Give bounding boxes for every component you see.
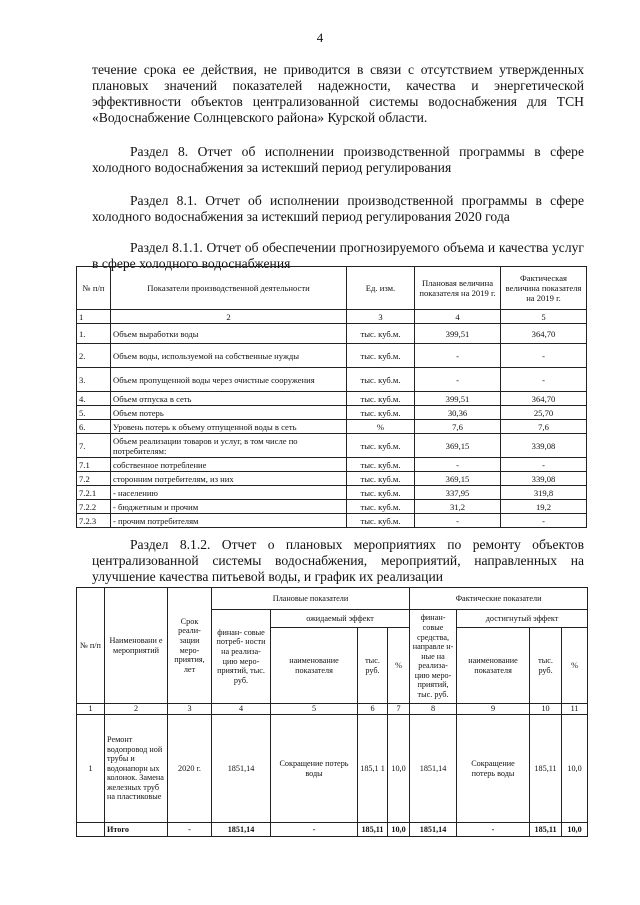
row-number: 7. xyxy=(77,434,111,458)
fact-value: 339,08 xyxy=(501,472,587,486)
row-number: 7.2.3 xyxy=(77,514,111,528)
unit: тыс. куб.м. xyxy=(347,368,415,392)
header-cell: тыс. руб. xyxy=(530,628,562,704)
row-number: 1 xyxy=(77,715,105,823)
unit: тыс. куб.м. xyxy=(347,434,415,458)
row-number: 2. xyxy=(77,344,111,368)
fact-effect-name: Сокращение потерь воды xyxy=(457,715,530,823)
unit: тыс. куб.м. xyxy=(347,486,415,500)
indicator-name: Объем реализации товаров и услуг, в том числе по потребителям: xyxy=(111,434,347,458)
row-number: 7.2.1 xyxy=(77,486,111,500)
fact-value: 25,70 xyxy=(501,406,587,420)
table-row xyxy=(77,458,587,472)
fact-value: 7,6 xyxy=(501,420,587,434)
table-row xyxy=(77,500,587,514)
total-fact-finance: 1851,14 xyxy=(410,823,457,837)
table-row xyxy=(77,715,588,823)
header-cell: достигнутый эффект xyxy=(457,610,588,628)
total-row xyxy=(77,823,588,837)
indicator-name: Объем отпуска в сеть xyxy=(111,392,347,406)
header-cell: № п/п xyxy=(77,267,111,310)
header-cell: тыс. руб. xyxy=(358,628,388,704)
header-cell: Срок реали- зации меро- приятия, лет xyxy=(168,588,212,704)
header-cell: Наименовани е мероприятий xyxy=(105,588,168,704)
unit: тыс. куб.м. xyxy=(347,344,415,368)
total-plan-effect-percent: 10,0 xyxy=(388,823,410,837)
table-header-row xyxy=(77,267,587,310)
column-number: 5 xyxy=(501,310,587,324)
indicator-name: сторонним потребителям, из них xyxy=(111,472,347,486)
table-header-row xyxy=(77,588,588,610)
header-cell: Фактические показатели xyxy=(410,588,588,610)
header-cell: наименование показателя xyxy=(457,628,530,704)
table-row xyxy=(77,392,587,406)
column-number: 4 xyxy=(212,704,271,715)
plan-value: 399,51 xyxy=(415,392,501,406)
plan-value: - xyxy=(415,514,501,528)
indicator-name: Объем потерь xyxy=(111,406,347,420)
intro-paragraph: течение срока ее действия, не приводится в связи с отсутствием утвержденных плановых значений показателей надежности, качества и энергетической эффективности объектов централизованной системы водоснабжения для ТСН «Водоснабжение Солнцевского района» Курской области. xyxy=(92,62,584,125)
total-fact-effect-percent: 10,0 xyxy=(562,823,588,837)
table-row xyxy=(77,406,587,420)
column-number: 10 xyxy=(530,704,562,715)
column-number-row xyxy=(77,704,588,715)
header-cell: финан- совые потреб- ности на реализа- цию меро- приятий, тыс. руб. xyxy=(212,610,271,704)
indicator-name: Объем выработки воды xyxy=(111,324,347,344)
plan-value: - xyxy=(415,368,501,392)
fact-finance: 1851,14 xyxy=(410,715,457,823)
plan-effect-percent: 10,0 xyxy=(388,715,410,823)
row-number: 1. xyxy=(77,324,111,344)
header-cell: Плановые показатели xyxy=(212,588,410,610)
table-row xyxy=(77,434,587,458)
fact-effect-percent: 10,0 xyxy=(562,715,588,823)
header-cell: № п/п xyxy=(77,588,105,704)
fact-value: - xyxy=(501,368,587,392)
column-number-row xyxy=(77,310,587,324)
header-cell: % xyxy=(388,628,410,704)
unit: тыс. куб.м. xyxy=(347,406,415,420)
total-fact-effect-rub: 185,11 xyxy=(530,823,562,837)
repair-measures-table xyxy=(76,587,588,837)
fact-value: 19,2 xyxy=(501,500,587,514)
fact-value: 364,70 xyxy=(501,392,587,406)
plan-effect-rub: 185,1 1 xyxy=(358,715,388,823)
total-row-number xyxy=(77,823,105,837)
indicator-name: Объем воды, используемой на собственные нужды xyxy=(111,344,347,368)
row-number: 6. xyxy=(77,420,111,434)
header-cell: Ед. изм. xyxy=(347,267,415,310)
fact-value: - xyxy=(501,514,587,528)
unit: тыс. куб.м. xyxy=(347,324,415,344)
header-cell: % xyxy=(562,628,588,704)
plan-value: 369,15 xyxy=(415,472,501,486)
unit: тыс. куб.м. xyxy=(347,472,415,486)
table-row xyxy=(77,368,587,392)
unit: тыс. куб.м. xyxy=(347,458,415,472)
plan-effect-name: Сокращение потерь воды xyxy=(271,715,358,823)
plan-value: 7,6 xyxy=(415,420,501,434)
indicator-name: - бюджетным и прочим xyxy=(111,500,347,514)
plan-value: 31,2 xyxy=(415,500,501,514)
total-fact-effect-name: - xyxy=(457,823,530,837)
unit: тыс. куб.м. xyxy=(347,392,415,406)
header-cell: Показатели производственной деятельности xyxy=(111,267,347,310)
indicator-name: собственное потребление xyxy=(111,458,347,472)
unit: % xyxy=(347,420,415,434)
table-row xyxy=(77,420,587,434)
total-term: - xyxy=(168,823,212,837)
unit: тыс. куб.м. xyxy=(347,500,415,514)
table-row xyxy=(77,344,587,368)
column-number: 1 xyxy=(77,704,105,715)
total-plan-finance: 1851,14 xyxy=(212,823,271,837)
column-number: 4 xyxy=(415,310,501,324)
column-number: 7 xyxy=(388,704,410,715)
column-number: 2 xyxy=(111,310,347,324)
plan-value: 369,15 xyxy=(415,434,501,458)
column-number: 9 xyxy=(457,704,530,715)
total-plan-effect-rub: 185,11 xyxy=(358,823,388,837)
section-8-1-2-heading: Раздел 8.1.2. Отчет о плановых мероприятиях по ремонту объектов централизованной системы водоснабжения, мероприятий, направленных на улучшение качества питьевой воды, и график их реализации xyxy=(92,537,584,584)
row-number: 3. xyxy=(77,368,111,392)
fact-value: 339,08 xyxy=(501,434,587,458)
section-8-1-1-heading: Раздел 8.1.1. Отчет об обеспечении прогнозируемого объема и качества услуг в сфере холодного водоснабжения xyxy=(92,240,584,271)
row-number: 5. xyxy=(77,406,111,420)
plan-value: - xyxy=(415,344,501,368)
unit: тыс. куб.м. xyxy=(347,514,415,528)
section-8-1-heading: Раздел 8.1. Отчет об исполнении производственной программы в сфере холодного водоснабжения за истекший период регулирования 2020 года xyxy=(92,193,584,224)
row-number: 7.1 xyxy=(77,458,111,472)
indicator-name: - населению xyxy=(111,486,347,500)
indicator-name: - прочим потребителям xyxy=(111,514,347,528)
table-row xyxy=(77,514,587,528)
indicator-name: Уровень потерь к объему отпущенной воды в сеть xyxy=(111,420,347,434)
plan-value: 337,95 xyxy=(415,486,501,500)
fact-value: 364,70 xyxy=(501,324,587,344)
column-number: 3 xyxy=(168,704,212,715)
section-8-heading: Раздел 8. Отчет об исполнении производственной программы в сфере холодного водоснабжения за истекший период регулирования xyxy=(92,144,584,175)
column-number: 5 xyxy=(271,704,358,715)
header-cell: Плановая величина показателя на 2019 г. xyxy=(415,267,501,310)
header-cell: наименование показателя xyxy=(271,628,358,704)
row-number: 7.2.2 xyxy=(77,500,111,514)
measure-name: Ремонт водопровод ной трубы и водонапорн ых колонок. Замена железных труб на пластиковые xyxy=(105,715,168,823)
header-cell: финан- совые средства, направле н-ные на реализа- цию меро- приятий, тыс. руб. xyxy=(410,610,457,704)
plan-value: 399,51 xyxy=(415,324,501,344)
fact-effect-rub: 185,11 xyxy=(530,715,562,823)
total-plan-effect-name: - xyxy=(271,823,358,837)
table-row xyxy=(77,324,587,344)
plan-value: - xyxy=(415,458,501,472)
row-number: 4. xyxy=(77,392,111,406)
column-number: 8 xyxy=(410,704,457,715)
fact-value: - xyxy=(501,458,587,472)
term: 2020 г. xyxy=(168,715,212,823)
table-row xyxy=(77,472,587,486)
total-label: Итого xyxy=(105,823,168,837)
production-volume-table xyxy=(76,266,587,528)
fact-value: 319,8 xyxy=(501,486,587,500)
plan-value: 30,36 xyxy=(415,406,501,420)
column-number: 6 xyxy=(358,704,388,715)
fact-value: - xyxy=(501,344,587,368)
plan-finance: 1851,14 xyxy=(212,715,271,823)
column-number: 2 xyxy=(105,704,168,715)
header-cell: Фактическая величина показателя на 2019 г. xyxy=(501,267,587,310)
column-number: 3 xyxy=(347,310,415,324)
column-number: 1 xyxy=(77,310,111,324)
table-row xyxy=(77,486,587,500)
page-number: 4 xyxy=(316,30,324,45)
indicator-name: Объем пропущенной воды через очистные сооружения xyxy=(111,368,347,392)
header-cell: ожидаемый эффект xyxy=(271,610,410,628)
column-number: 11 xyxy=(562,704,588,715)
row-number: 7.2 xyxy=(77,472,111,486)
